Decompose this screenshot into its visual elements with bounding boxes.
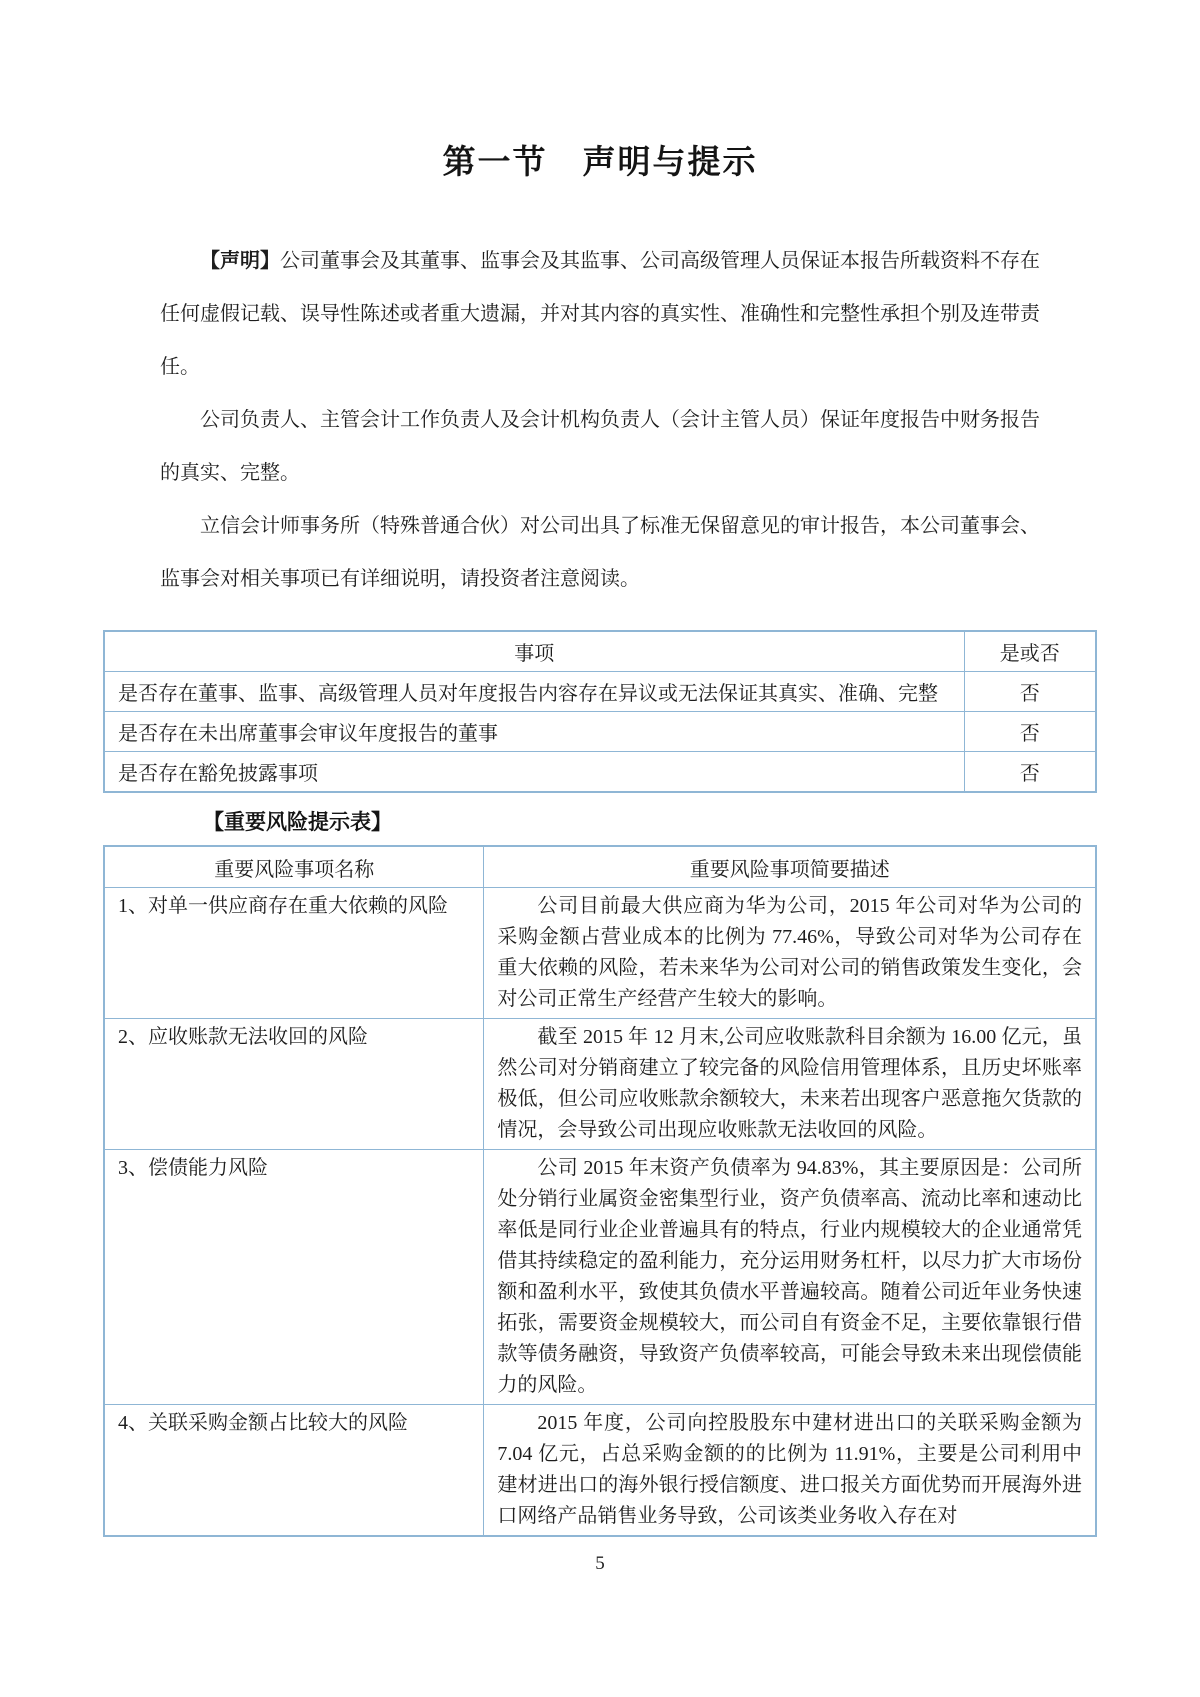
page-title: 第一节 声明与提示 xyxy=(442,143,758,180)
matter-answer-cell: 否 xyxy=(964,672,1096,712)
risk-header-name: 重要风险事项名称 xyxy=(104,846,484,888)
matter-answer-cell: 否 xyxy=(964,752,1096,793)
risk-desc-cell: 公司 2015 年末资产负债率为 94.83%，其主要原因是：公司所处分销行业属资金密集型行业，资产负债率高、流动比率和速动比率低是同行业企业普遍具有的特点，行业内规模较大的企业通常凭借其持续稳定的盈利能力，充分运用财务杠杆，以尽力扩大市场份额和盈利水平，致使其负债水平普遍较高。随着公司近年业务快速拓张，需要资金规模较大，而公司自有资金不足，主要依靠银行借款等债务融资，导致资产负债率较高，可能会导致未来出现偿债能力的风险。 xyxy=(484,1150,1096,1405)
risk-name-cell: 4、关联采购金额占比较大的风险 xyxy=(104,1405,484,1537)
matter-item-cell: 是否存在董事、监事、高级管理人员对年度报告内容存在异议或无法保证其真实、准确、完整 xyxy=(104,672,964,712)
matter-item-cell: 是否存在豁免披露事项 xyxy=(104,752,964,793)
table-row xyxy=(104,1150,1096,1405)
table-row xyxy=(104,888,1096,1019)
table-row xyxy=(104,752,1096,793)
declaration-text: 公司董事会及其董事、监事会及其监事、公司高级管理人员保证本报告所载资料不存在任何虚假记载、误导性陈述或者重大遗漏，并对其内容的真实性、准确性和完整性承担个别及连带责任。 xyxy=(160,250,1040,378)
declaration-section xyxy=(160,235,1040,606)
matter-answer-cell: 否 xyxy=(964,712,1096,752)
page-number: 5 xyxy=(595,1553,605,1574)
table-row xyxy=(104,712,1096,752)
declaration-paragraph-2: 公司负责人、主管会计工作负责人及会计机构负责人（会计主管人员）保证年度报告中财务报告的真实、完整。 xyxy=(160,409,1040,484)
table-row xyxy=(104,1019,1096,1150)
declaration-paragraph-1 xyxy=(160,235,1040,394)
risk-desc-cell: 公司目前最大供应商为华为公司，2015 年公司对华为公司的采购金额占营业成本的比例为 77.46%，导致公司对华为公司存在重大依赖的风险，若未来华为公司对公司的销售政策发生变化，会对公司正常生产经营产生较大的影响。 xyxy=(484,888,1096,1019)
matters-header-item: 事项 xyxy=(104,631,964,672)
risk-name-cell: 1、对单一供应商存在重大依赖的风险 xyxy=(104,888,484,1019)
matters-header-row xyxy=(104,631,1096,672)
risk-header-row xyxy=(104,846,1096,888)
risk-desc-cell: 2015 年度，公司向控股股东中建材进出口的关联采购金额为 7.04 亿元，占总采购金额的的比例为 11.91%，主要是公司利用中建材进出口的海外银行授信额度、进口报关方面优势而开展海外进口网络产品销售业务导致，公司该类业务收入存在对 xyxy=(484,1405,1096,1537)
risk-desc-cell: 截至 2015 年 12 月末,公司应收账款科目余额为 16.00 亿元，虽然公司对分销商建立了较完备的风险信用管理体系，且历史坏账率极低，但公司应收账款余额较大，未来若出现客户恶意拖欠货款的情况，会导致公司出现应收账款无法收回的风险。 xyxy=(484,1019,1096,1150)
declaration-paragraph-3: 立信会计师事务所（特殊普通合伙）对公司出具了标准无保留意见的审计报告，本公司董事会、监事会对相关事项已有详细说明，请投资者注意阅读。 xyxy=(160,515,1040,590)
table-row xyxy=(104,1405,1096,1537)
risk-header-desc: 重要风险事项简要描述 xyxy=(484,846,1096,888)
risk-table xyxy=(103,845,1097,1537)
matters-table xyxy=(103,630,1097,793)
risk-name-cell: 2、应收账款无法收回的风险 xyxy=(104,1019,484,1150)
risk-name-cell: 3、偿债能力风险 xyxy=(104,1150,484,1405)
document-page xyxy=(103,0,1097,1575)
matters-header-answer: 是或否 xyxy=(964,631,1096,672)
declaration-label: 【声明】 xyxy=(200,250,280,272)
matter-item-cell: 是否存在未出席董事会审议年度报告的董事 xyxy=(104,712,964,752)
risk-table-heading: 【重要风险提示表】 xyxy=(203,811,392,834)
table-row xyxy=(104,672,1096,712)
